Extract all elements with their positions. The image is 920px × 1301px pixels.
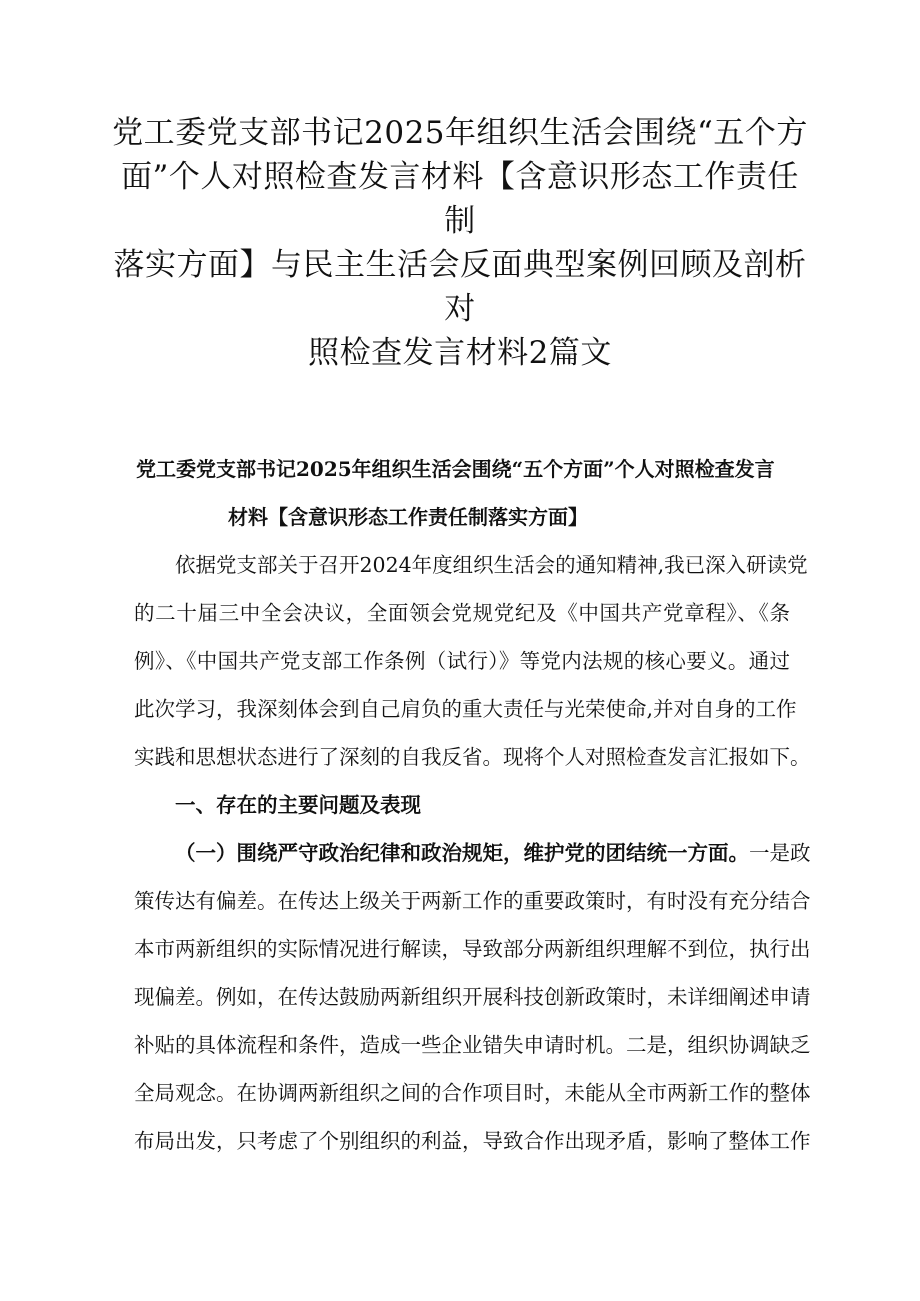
intro-paragraph-line: 依据党支部关于召开2024年度组织生活会的通知精神,我已深入研读党 — [175, 553, 808, 577]
body-paragraph-line: 全局观念。在协调两新组织之间的合作项目时，未能从全市两新工作的整体 — [134, 1081, 811, 1105]
intro-paragraph-line: 此次学习，我深刻体会到自己肩负的重大责任与光荣使命,并对自身的工作 — [134, 697, 797, 721]
body-paragraph-line: 现偏差。例如，在传达鼓励两新组织开展科技创新政策时，未详细阐述申请 — [134, 985, 811, 1009]
sub-heading-bold: （一）围绕严守政治纪律和政治规矩，维护党的团结统一方面。 — [175, 841, 749, 865]
body-paragraph-line: 本市两新组织的实际情况进行解读，导致部分两新组织理解不到位，执行出 — [134, 937, 811, 961]
cover-title-line: 党工委党支部书记2025年组织生活会围绕“五个方 — [112, 115, 808, 151]
body-paragraph-line: 策传达有偏差。在传达上级关于两新工作的重要政策时，有时没有充分结合 — [134, 889, 811, 913]
body-paragraph-line: 补贴的具体流程和条件，造成一些企业错失申请时机。二是，组织协调缺乏 — [134, 1033, 811, 1057]
body-paragraph-line: 布局出发，只考虑了个别组织的利益，导致合作出现矛盾，影响了整体工作 — [134, 1129, 811, 1153]
section-title-line: 党工委党支部书记2025年组织生活会围绕“五个方面”个人对照检查发言 — [136, 457, 775, 481]
cover-title-line: 照检查发言材料2篇文 — [308, 335, 612, 371]
intro-paragraph-line: 实践和思想状态进行了深刻的自我反省。现将个人对照检查发言汇报如下。 — [134, 745, 811, 769]
cover-title-line: 面”个人对照检查发言材料【含意识形态工作责任制 — [121, 159, 799, 239]
cover-title-line: 落实方面】与民主生活会反面典型案例回顾及剖析对 — [113, 247, 807, 327]
intro-paragraph-line: 的二十届三中全会决议，全面领会党规党纪及《中国共产党章程》、《条 — [134, 601, 790, 625]
sub-heading-rest: 一是政 — [749, 841, 811, 865]
heading-main-problems: 一、存在的主要问题及表现 — [175, 793, 421, 817]
intro-paragraph-line: 例》、《中国共产党支部工作条例（试行）》等党内法规的核心要义。通过 — [134, 649, 790, 673]
section-title-line: 材料【含意识形态工作责任制落实方面】 — [228, 505, 588, 529]
cover-title — [110, 111, 810, 375]
sub-heading-line — [175, 839, 811, 867]
